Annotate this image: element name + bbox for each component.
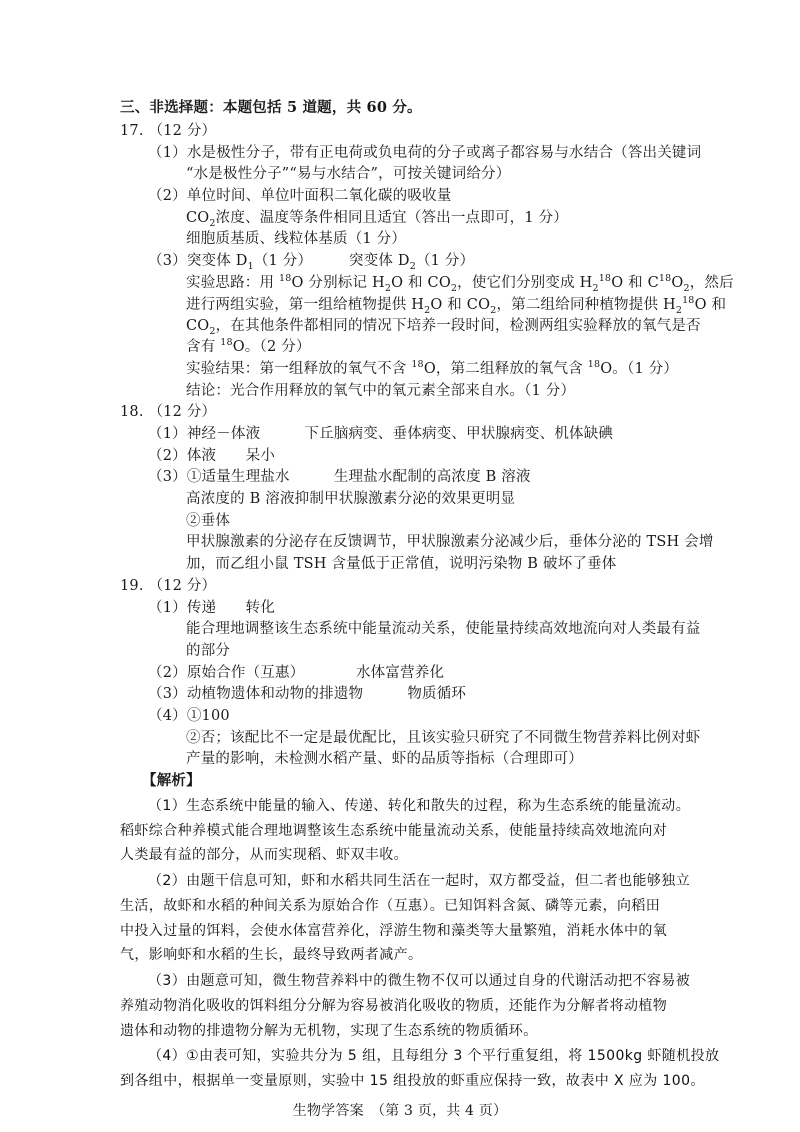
analysis-line-3: 人类最有益的部分，从而实现稻、虾双丰收。 (120, 847, 408, 863)
analysis-line-9: 养殖动物消化吸收的饵料组分分解为容易被消化吸收的物质，还能作为分解者将动植物 (120, 998, 668, 1014)
q18-score: （12 分） (148, 404, 217, 420)
analysis-line-11: （4）①由表可知，实验共分为 5 组，且每组分 3 个平行重复组，将 1500kg 虾随机投放 (148, 1048, 720, 1064)
analysis-line-12: 到各组中，根据单一变量原则，实验中 15 组投放的虾重应保持一致，故表中 X 应为 100。 (120, 1073, 705, 1089)
q17-part2-line3: 细胞质基质、线粒体基质（1 分） (186, 231, 407, 247)
q18-part2-label: （2） (148, 448, 187, 464)
q17-experiment-idea-line3: $CO_2$，在其他条件都相同的情况下培养一段时间，检测两组实验释放的氧气是否 (186, 318, 701, 337)
q17-part2-label: （2） (148, 188, 187, 204)
q17-part3-line1: （3）突变体 $D_1(1$ 分） 突变体 $D_2(1$ 分） (148, 253, 475, 272)
q17-conclusion: 结论：光合作用释放的氧气中的氧元素全部来自水。（1 分） (186, 383, 576, 399)
q18-number: 18. (120, 404, 144, 420)
q19-part4-label: （4） (148, 708, 187, 724)
analysis-heading: 【解析】 (142, 772, 201, 789)
q17-part2-line1: （2）单位时间、单位叶面积二氧化碳的吸收量 (148, 188, 452, 204)
q17-part1-line2: “水是极性分子”“易与水结合”，可按关键词给分） (186, 166, 511, 182)
q18-part3-line1: （3）①适量生理盐水 生理盐水配制的高浓度 B 溶液 (148, 469, 531, 485)
q19-part1-label: （1） (148, 600, 187, 616)
q17-part1-line1: （1）水是极性分子，带有正电荷或负电荷的分子或离子都容易与水结合（答出关键词 (148, 145, 702, 161)
analysis-line-5: 生活，故虾和水稻的种间关系为原始合作（互惠）。已知饵料含氮、磷等元素，向稻田 (120, 898, 661, 914)
q19-part1-line1: （1）传递 转化 (148, 600, 276, 616)
q18-part3-label: （3） (148, 469, 187, 485)
q17-part2-line2: $CO_2$浓度、温度等条件相同且适宜（答出一点即可，1 分） (186, 210, 568, 229)
q18-header (120, 402, 216, 422)
q19-part3: （3）动植物遗体和动物的排遗物 物质循环 (148, 686, 467, 702)
q19-part2: （2）原始合作（互惠） 水体富营养化 (148, 665, 445, 681)
q17-number: 17. (120, 123, 144, 139)
q18-part3-line2: 高浓度的 B 溶液抑制甲状腺激素分泌的效果更明显 (186, 491, 516, 507)
q18-part3-line3: ②垂体 (186, 513, 231, 529)
q19-score: （12 分） (148, 578, 217, 594)
q19-number: 19. (120, 578, 144, 594)
analysis-line-6: 中投入过量的饵料，会使水体富营养化，浮游生物和藻类等大量繁殖，消耗水体中的氧 (120, 923, 668, 939)
q19-part4-line3: 产量的影响，未检测水稻产量、虾的品质等指标（合理即可） (186, 751, 583, 767)
q17-experiment-result: 实验结果：第一组释放的氧气不含 $^{18}$O，第二组释放的氧气含 $^{18}$O。（1 分） (186, 359, 679, 377)
q17-experiment-idea-line1: 实验思路：用 $^{18}$O 分别标记 $H_2O$ 和 $CO_2$，使它们分别变成 $H_2^{18}O$ 和 $C^{18}O_2$，然后 (186, 273, 734, 294)
analysis-line-2: 稻虾综合种养模式能合理地调整该生态系统中能量流动关系，使能量持续高效地流向对 (120, 823, 668, 839)
q18-part2: （2）体液 呆小 (148, 448, 276, 464)
q19-part1-line2: 能合理地调整该生态系统中能量流动关系，使能量持续高效地流向对人类最有益 (186, 621, 701, 637)
q17-part3-label: （3） (148, 253, 187, 269)
analysis-line-8: （3）由题意可知，微生物营养料中的微生物不仅可以通过自身的代谢活动把不容易被 (148, 973, 691, 989)
q18-part3-line5: 加，而乙组小鼠 TSH 含量低于正常值，说明污染物 B 破坏了垂体 (186, 556, 617, 572)
q19-part2-label: （2） (148, 665, 187, 681)
q18-part1-label: （1） (148, 426, 187, 442)
q17-part1-label: （1） (148, 145, 187, 161)
q19-part1-line3: 的部分 (186, 643, 231, 659)
q17-experiment-idea-line4: 含有 $^{18}$O。（2 分） (186, 337, 311, 355)
q18-part3-line4: 甲状腺激素的分泌存在反馈调节，甲状腺激素分泌减少后，垂体分泌的 TSH 会增 (186, 534, 714, 550)
q19-part4-line2: ②否；该配比不一定是最优配比，且该实验只研究了不同微生物营养料比例对虾 (186, 730, 701, 746)
q19-part3-label: （3） (148, 686, 187, 702)
page-footer: 生物学答案 （第 3 页，共 4 页） (292, 1103, 508, 1119)
analysis-line-1: （1）生态系统中能量的输入、传递、转化和散失的过程，称为生态系统的能量流动。 (148, 798, 691, 814)
q17-header (120, 121, 216, 141)
q17-experiment-idea-line2: 进行两组实验，第一组给植物提供 $H_2O$ 和 $CO_2$，第二组给同种植物提供 $H_2^{18}O$ 和 (186, 295, 727, 316)
q18-part1: （1）神经－体液 下丘脑病变、垂体病变、甲状腺病变、机体缺碘 (148, 426, 614, 442)
q17-score: （12 分） (148, 123, 217, 139)
section-heading: 三、非选择题：本题包括 5 道题，共 60 分。 (120, 99, 422, 116)
analysis-line-7: 气，影响虾和水稻的生长，最终导致两者减产。 (120, 947, 423, 963)
q19-part4-line1: （4）①100 (148, 708, 230, 724)
q19-header (120, 576, 216, 596)
analysis-line-10: 遗体和动物的排遗物分解为无机物，实现了生态系统的物质循环。 (120, 1023, 538, 1039)
analysis-line-4: （2）由题干信息可知，虾和水稻共同生活在一起时，双方都受益，但二者也能够独立 (148, 873, 691, 889)
